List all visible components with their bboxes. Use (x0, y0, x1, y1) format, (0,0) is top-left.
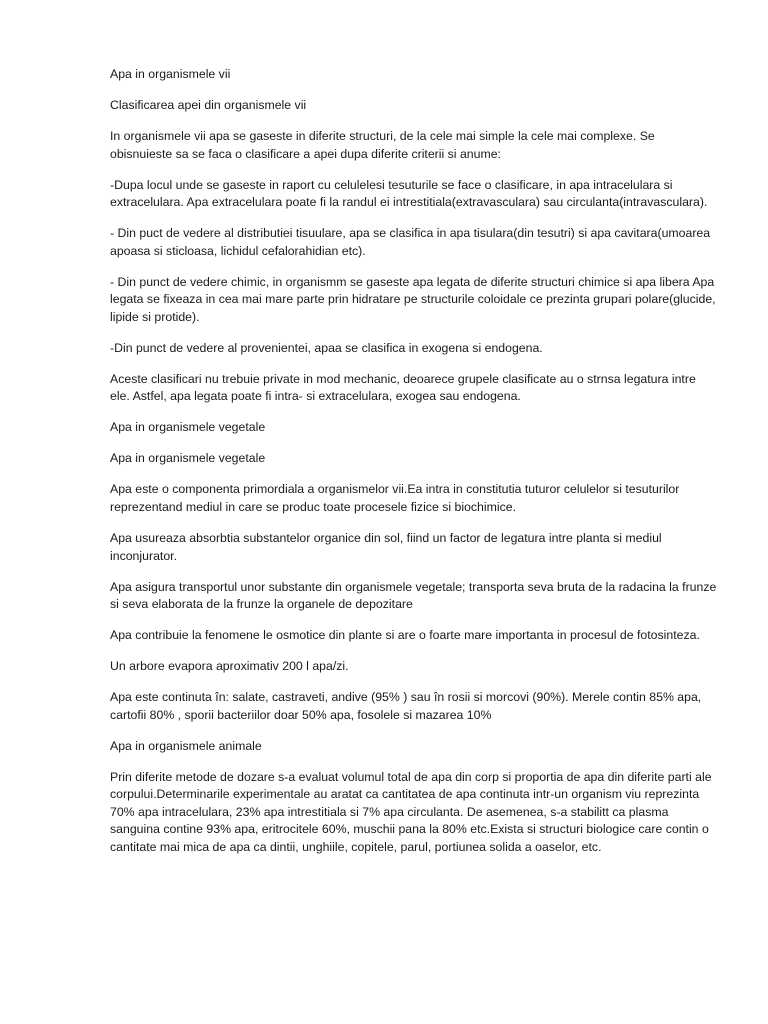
paragraph-water-content-foods: Apa este continuta în: salate, castraveti, andive (95% ) sau în rosii si morcovi (90%). Merele contin 85% apa, cartofii 80% , sporii bacteriilor doar 50% apa, fosolele si mazarea 10% (110, 690, 702, 722)
paragraph-plant-absorption: Apa usureaza absorbtia substantelor organice din sol, fiind un factor de legatura intre planta si mediul inconjurator. (110, 530, 662, 563)
paragraph-location-criterion: -Dupa locul unde se gaseste in raport cu celulelesi tesuturile se face o clasificare, in apa intracelulara si extracelulara. Apa extracelulara poate fi la randul ei intrestitiala(extravasculara) sau circulanta(intravasculara). (110, 177, 708, 210)
paragraph-tree-evaporation: Un arbore evapora aproximativ 200 l apa/zi. (110, 659, 349, 674)
paragraph-animal-water: Prin diferite metode de dozare s-a evaluat volumul total de apa din corp si proportia de apa din diferite parti ale corpului.Determinarile experimentale au aratat ca cantitatea de apa continuta intr-un organism viu reprezinta 70% apa intracelulara, 23% apa intrestitiala si 7% apa circulanta. De asemenea, s-a stabilitt ca plasma sanguina contine 93% apa, eritrocitele 60%, muschii pana la 80% etc.Exista si structuri biologice care contin o cantitate mai mica de apa ca dintii, unghiile, copitele, parul, portiunea solida a oaselor, etc. (110, 769, 712, 855)
section-heading-plants: Apa in organismele vegetale (110, 420, 266, 435)
paragraph-tissue-distribution: - Din puct de vedere al distributiei tisuulare, apa se clasifica in apa tisulara(din tesutri) si apa cavitara(umoarea apoasa si sticloasa, lichidul cefalorahidian etc). (110, 226, 711, 258)
paragraph-plant-transport: Apa asigura transportul unor substante din organismele vegetale; transporta seva bruta de la radacina la frunze si seva elaborata de la frunze la organele de depozitare (110, 579, 717, 612)
paragraph-origin-criterion: -Din punct de vedere al provenientei, apaa se clasifica in exogena si endogena. (110, 340, 543, 355)
paragraph-classification-note: Aceste clasificari nu trebuie private in mod mechanic, deoarece grupele clasificate au o strnsa legatura intre ele. Astfel, apa legata poate fi intra- si extracelulara, exogea sau endogena. (110, 371, 696, 404)
section-heading-plants-repeat: Apa in organismele vegetale (110, 451, 266, 466)
section-heading-classification: Clasificarea apei din organismele vii (110, 97, 307, 112)
document-title: Apa in organismele vii (110, 67, 231, 81)
document-body (110, 66, 718, 870)
paragraph-plant-component: Apa este o componenta primordiala a organismelor vii.Ea intra in constitutia tuturor celulelor si tesuturilor reprezentand mediul in care se produc toate procesele fizice si biochimice. (110, 482, 680, 514)
paragraph-intro: In organismele vii apa se gaseste in diferite structuri, de la cele mai simple la cele mai complexe. Se obisnuieste sa se faca o clasificare a apei dupa diferite criterii si anume: (110, 128, 655, 161)
section-heading-animals: Apa in organismele animale (110, 738, 262, 753)
paragraph-plant-osmosis: Apa contribuie la fenomene le osmotice din plante si are o foarte mare importanta in procesul de fotosinteza. (110, 628, 700, 643)
paragraph-chemical-criterion: - Din punct de vedere chimic, in organismm se gaseste apa legata de diferite structuri chimice si apa libera Apa legata se fixeaza in cea mai mare parte prin hidratare pe structurile coloidale ce prezinta grupari polare(glucide, lipide si protide). (110, 274, 716, 324)
